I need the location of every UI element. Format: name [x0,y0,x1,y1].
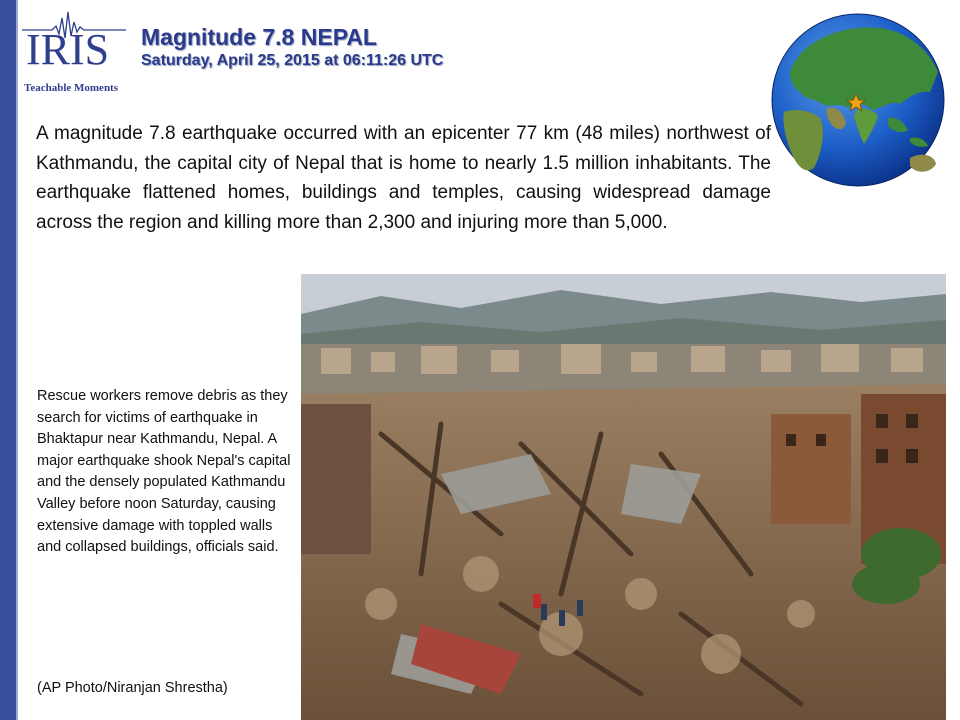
event-date: Saturday, April 25, 2015 at 06:11:26 UTC [141,52,444,69]
left-accent-bar [0,0,18,720]
globe-map [770,12,946,188]
earthquake-damage-photo [301,274,946,720]
photo-credit: (AP Photo/Niranjan Shrestha) [37,680,228,696]
intro-paragraph: A magnitude 7.8 earthquake occurred with an epicenter 77 km (48 miles) northwest of Kathmandu, the capital city of Nepal that is home to nearly 1.5 million inhabitants. The earthquake flattened homes, buildings and temples, causing widespread damage across the region and killing more than 2,300 and injuring more than 5,000. [36,123,771,233]
logo-subtitle: Teachable Moments [24,82,119,94]
logo-wordmark: IRIS [26,25,110,74]
photo-caption: Rescue workers remove debris as they search for victims of earthquake in Bhaktapur near Kathmandu, Nepal. A major earthquake shook Nepal's capital and the densely populated Kathmandu Valley before noon Saturday, causing extensive damage with toppled walls and collapsed buildings, officials said. [37,388,291,556]
page-title: Magnitude 7.8 NEPAL [141,24,377,50]
